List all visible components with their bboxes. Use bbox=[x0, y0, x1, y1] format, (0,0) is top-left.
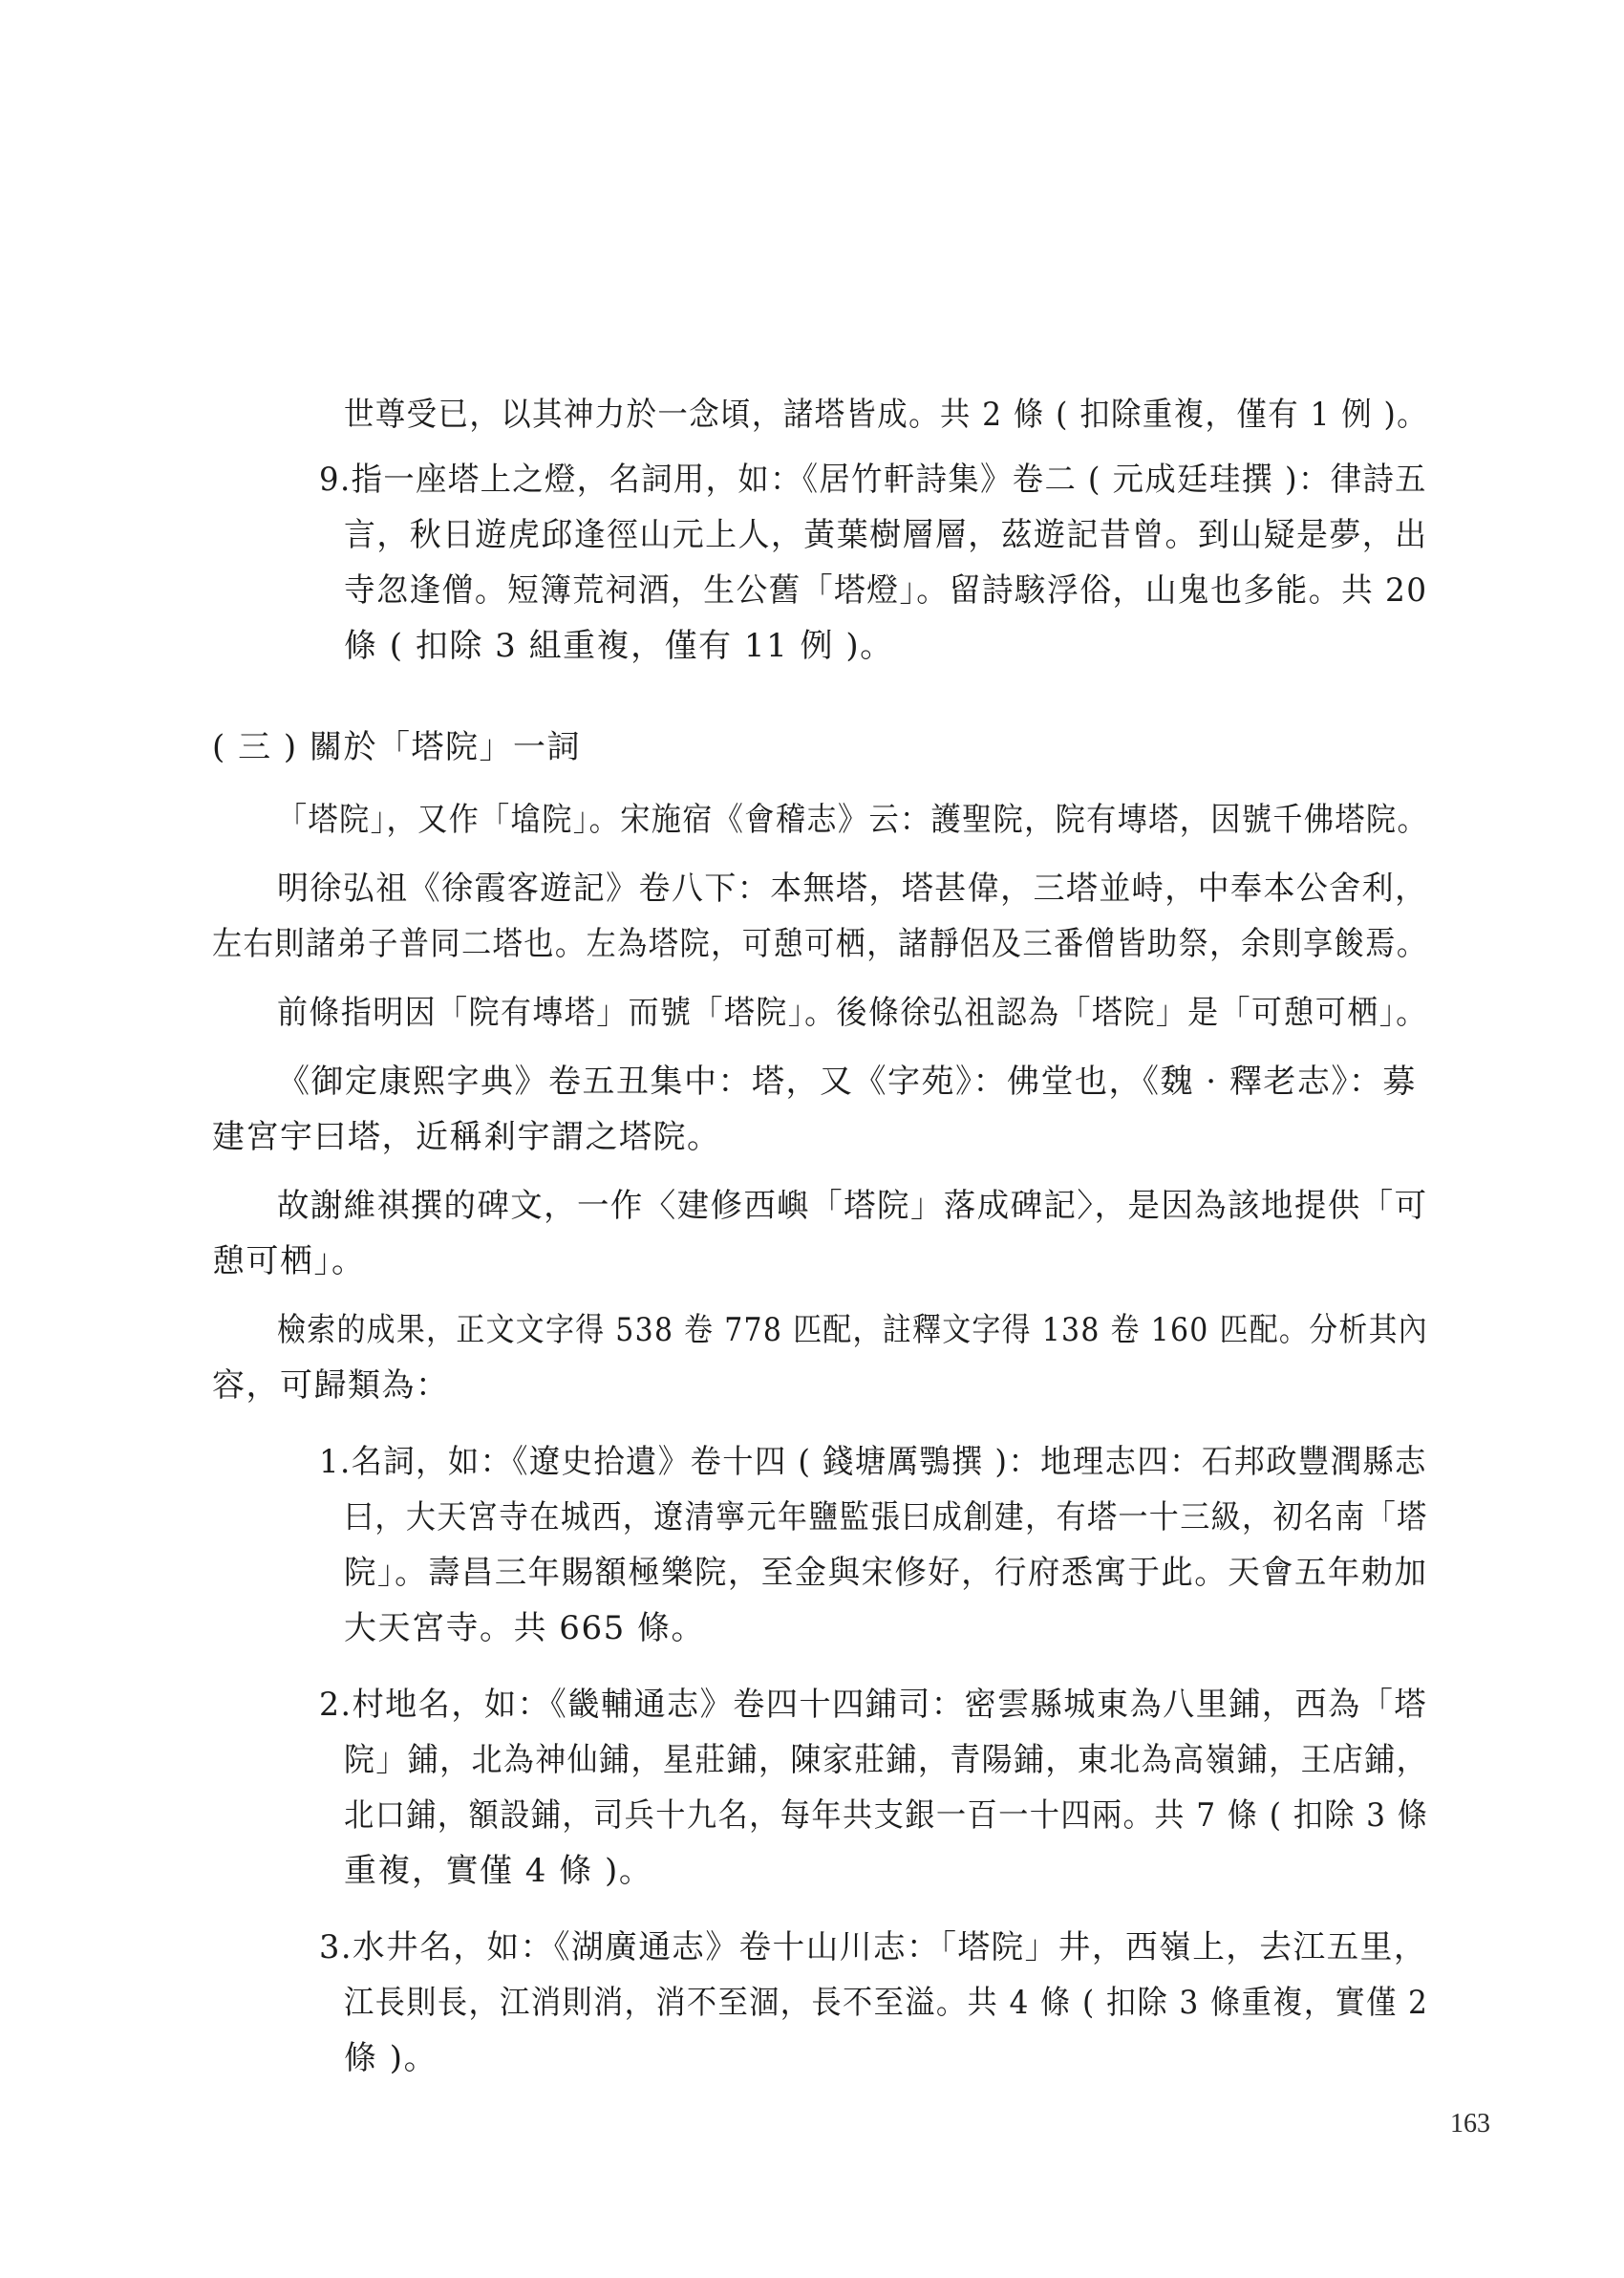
page-number: 163 bbox=[1450, 2109, 1490, 2138]
paragraph-line: 憩可栖」。 bbox=[212, 1242, 366, 1280]
list-item-3-line-1: 3.水井名，如：《湖廣通志》卷十山川志：「塔院」井，西嶺上，去江五里， bbox=[319, 1928, 1427, 1966]
list-item-1-line-1: 1.名詞，如：《遼史拾遺》卷十四 ( 錢塘厲鶚撰 )：地理志四：石邦政豐潤縣志 bbox=[319, 1443, 1427, 1481]
paragraph-line: 檢索的成果，正文文字得 538 卷 778 匹配，註釋文字得 138 卷 160 匹配。分析其內 bbox=[277, 1311, 1429, 1349]
list-item-9-line-3: 寺忽逢僧。短簿荒祠酒，生公舊「塔燈」。留詩駭浮俗，山鬼也多能。共 20 bbox=[344, 571, 1428, 610]
paragraph-line: 《御定康熙字典》卷五丑集中：塔，又《字苑》：佛堂也，《魏 · 釋老志》：募 bbox=[277, 1063, 1417, 1101]
list-item-3-line-2: 江長則長，江消則消，消不至涸，長不至溢。共 4 條 ( 扣除 3 條重複，實僅 2 bbox=[344, 1984, 1429, 2022]
list-item-3-line-3: 條 )。 bbox=[344, 2039, 438, 2077]
paragraph-line: 建宮宇曰塔，近稱剎宇謂之塔院。 bbox=[212, 1118, 721, 1156]
paragraph-line: 前條指明因「院有塼塔」而號「塔院」。後條徐弘祖認為「塔院」是「可憩可栖」。 bbox=[277, 994, 1428, 1032]
section-heading: ( 三 ) 關於「塔院」一詞 bbox=[212, 728, 581, 766]
paragraph-line: 故謝維祺撰的碑文，一作〈建修西嶼「塔院」落成碑記〉，是因為該地提供「可 bbox=[277, 1187, 1428, 1225]
paragraph-line: 左右則諸弟子普同二塔也。左為塔院，可憩可栖，諸靜侶及三番僧皆助祭，余則享餕焉。 bbox=[212, 925, 1428, 963]
list-item-1-line-3: 院」。壽昌三年賜額極樂院，至金與宋修好，行府悉寓于此。天會五年勅加 bbox=[344, 1554, 1428, 1592]
list-item-1-line-4: 大天宮寺。共 665 條。 bbox=[344, 1609, 706, 1647]
paragraph-line: 「塔院」，又作「墖院」。宋施宿《會稽志》云：護聖院，院有塼塔，因號千佛塔院。 bbox=[277, 801, 1428, 839]
list-item-2-line-2: 院」鋪，北為神仙鋪，星莊鋪，陳家莊鋪，青陽鋪，東北為高嶺鋪，王店鋪， bbox=[344, 1741, 1428, 1779]
paragraph-line: 明徐弘祖《徐霞客遊記》卷八下：本無塔，塔甚偉，三塔並峙，中奉本公舍利， bbox=[277, 870, 1428, 908]
list-item-2-line-1: 2.村地名，如：《畿輔通志》卷四十四鋪司：密雲縣城東為八里鋪，西為「塔 bbox=[319, 1686, 1427, 1724]
list-item-9-line-4: 條 ( 扣除 3 組重複，僅有 11 例 )。 bbox=[344, 627, 894, 665]
paragraph-line: 容，可歸類為： bbox=[212, 1366, 450, 1405]
list-item-9-line-1: 9.指一座塔上之燈，名詞用，如：《居竹軒詩集》卷二 ( 元成廷珪撰 )：律詩五 bbox=[319, 461, 1427, 499]
list-item-2-line-3: 北口鋪，額設鋪，司兵十九名，每年共支銀一百一十四兩。共 7 條 ( 扣除 3 條 bbox=[344, 1796, 1429, 1835]
paragraph-line: 世尊受已，以其神力於一念頃，諸塔皆成。共 2 條 ( 扣除重複，僅有 1 例 )。 bbox=[344, 396, 1428, 434]
list-item-2-line-4: 重複，實僅 4 條 )。 bbox=[344, 1852, 653, 1890]
list-item-1-line-2: 曰，大天宮寺在城西，遼清寧元年鹽監張曰成創建，有塔一十三級，初名南「塔 bbox=[344, 1498, 1428, 1537]
list-item-9-line-2: 言，秋日遊虎邱逢徑山元上人，黃葉樹層層，茲遊記昔曾。到山疑是夢，出 bbox=[344, 516, 1428, 554]
